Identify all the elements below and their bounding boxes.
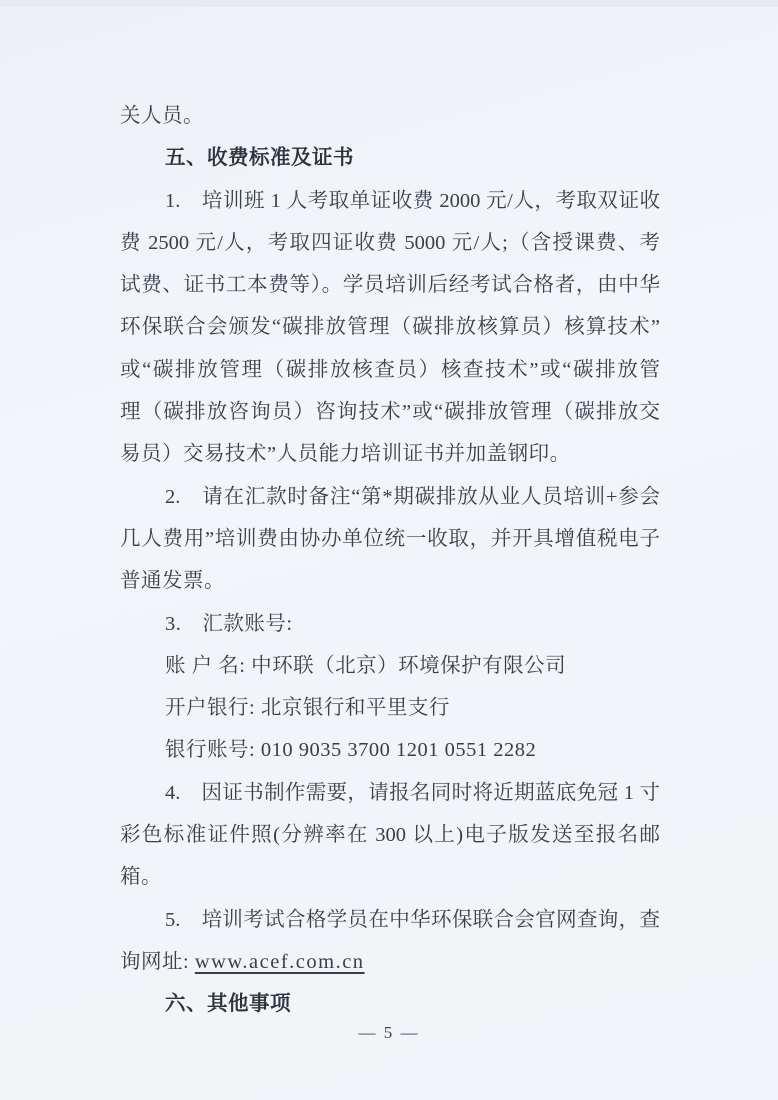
acef-website-url: www.acef.com.cn (194, 950, 365, 973)
fee-item-1-line-6: 理（碳排放咨询员）咨询技术”或“碳排放管理（碳排放交 (120, 401, 660, 424)
document-body (120, 95, 660, 1026)
section-heading-fees-certificates: 五、收费标准及证书 (165, 147, 354, 170)
photo-requirement-line-3: 箱。 (120, 866, 162, 889)
fee-item-1-line-7: 易员）交易技术”人员能力培训证书并加盖钢印。 (120, 443, 571, 466)
fee-item-1-line-1: 1. 培训班 1 人考取单证收费 2000 元/人，考取双证收 (165, 189, 660, 212)
fee-item-1-line-5: 或“碳排放管理（碳排放核查员）核查技术”或“碳排放管 (120, 358, 660, 381)
fee-item-1-line-4: 环保联合会颁发“碳排放管理（碳排放核算员）核算技术” (120, 316, 660, 339)
fee-item-1-line-2: 费 2500 元/人，考取四证收费 5000 元/人;（含授课费、考 (120, 231, 660, 254)
paragraph-end-line: 关人员。 (120, 105, 204, 127)
photo-requirement-line-2: 彩色标准证件照(分辨率在 300 以上)电子版发送至报名邮 (120, 824, 660, 847)
page-number: — 5 — (358, 1023, 420, 1042)
bank-account-number-line: 银行账号: 010 9035 3700 1201 0551 2282 (165, 739, 537, 762)
scan-edge-shadow (0, 0, 778, 7)
account-name-line: 账 户 名: 中环联（北京）环境保护有限公司 (165, 654, 567, 677)
section-heading-other-matters: 六、其他事项 (165, 993, 291, 1016)
remittance-account-heading: 3. 汇款账号: (165, 612, 293, 635)
photo-requirement-line-1: 4. 因证书制作需要，请报名同时将近期蓝底免冠 1 寸 (165, 781, 660, 804)
remittance-note-line-1: 2. 请在汇款时备注“第*期碳排放从业人员培训+参会 (165, 485, 660, 508)
website-label: 询网址: (120, 950, 195, 973)
fee-item-1-line-3: 试费、证书工本费等）。学员培训后经考试合格者，由中华 (120, 274, 660, 297)
remittance-note-line-2: 几人费用”培训费由协办单位统一收取，并开具增值税电子 (120, 527, 660, 550)
remittance-note-line-3: 普通发票。 (120, 570, 225, 593)
certificate-query-line-2 (120, 941, 660, 983)
bank-branch-line: 开户银行: 北京银行和平里支行 (165, 697, 450, 720)
certificate-query-line-1: 5. 培训考试合格学员在中华环保联合会官网查询，查 (165, 908, 660, 931)
